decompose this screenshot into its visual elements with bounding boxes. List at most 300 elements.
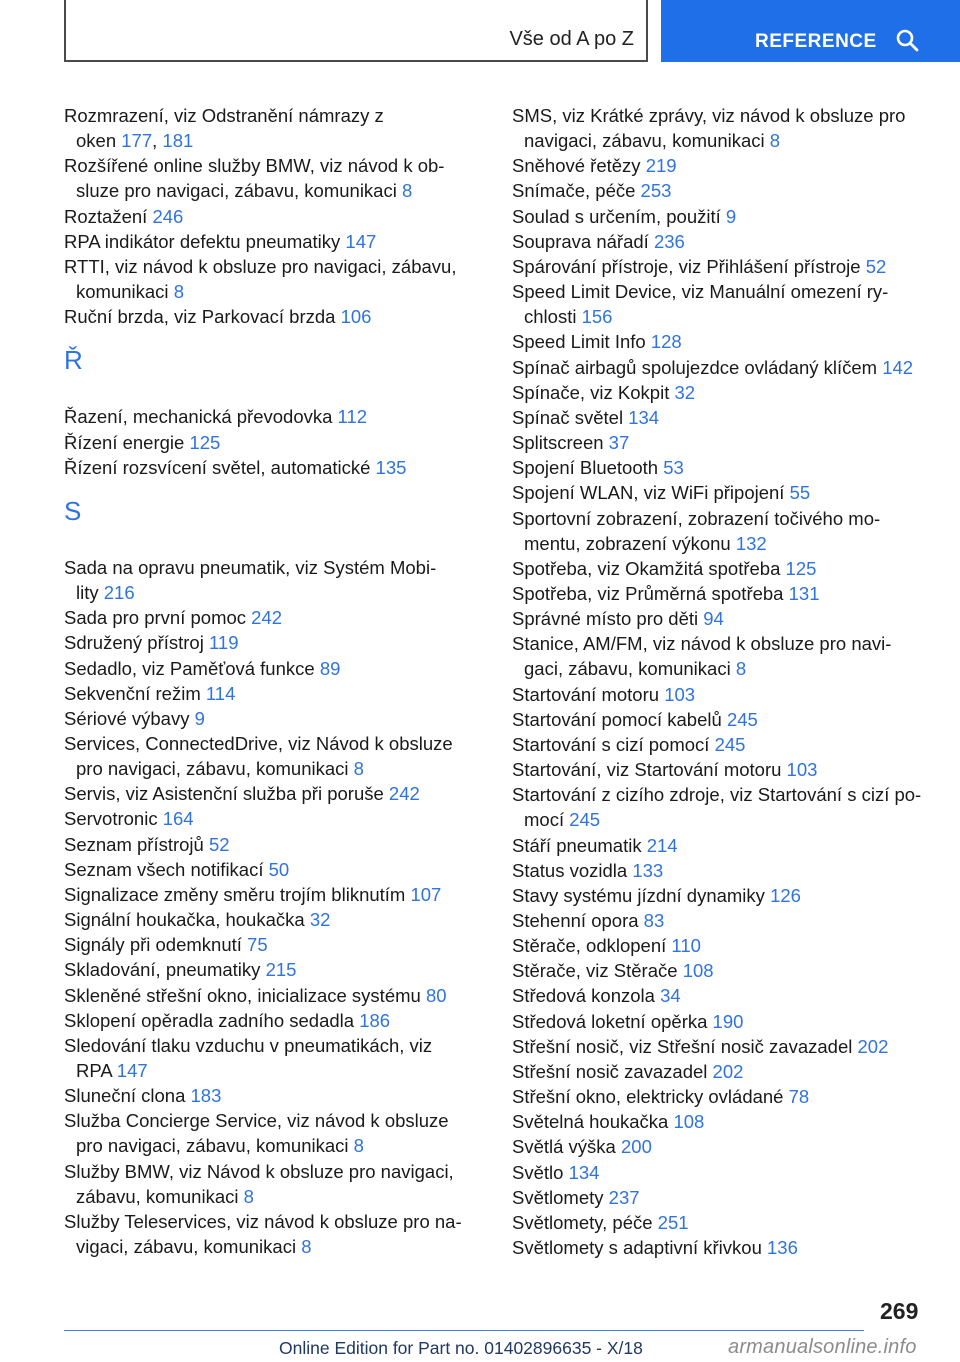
- page-reference-link[interactable]: 147: [116, 1060, 148, 1081]
- index-entry: [64, 204, 474, 229]
- page-reference-link[interactable]: 236: [653, 230, 685, 252]
- index-entry-text: Světlomety: [512, 1186, 604, 1208]
- page-reference-link[interactable]: 8: [769, 130, 781, 152]
- index-entry-text: vigaci, zábavu, komunikaci: [76, 1236, 297, 1258]
- index-entry: [512, 506, 932, 556]
- page-reference-link[interactable]: 125: [785, 557, 817, 579]
- index-entry-text: Ruční brzda, viz Parkovací brzda: [64, 306, 336, 328]
- index-entry: [512, 1034, 932, 1059]
- page-reference-link[interactable]: 110: [671, 935, 701, 957]
- page-reference-link[interactable]: 133: [632, 859, 664, 881]
- header-section-box: [64, 0, 648, 62]
- index-entry-line: [64, 756, 474, 781]
- index-entry-text: Rozšířené online služby BMW, viz návod k ob-: [64, 155, 445, 177]
- index-entry-text: Spotřeba, viz Okamžitá spotřeba: [512, 557, 781, 579]
- index-entry-text: gaci, zábavu, komunikaci: [524, 658, 731, 680]
- page-reference-link[interactable]: 202: [857, 1035, 889, 1057]
- page-reference-link[interactable]: 253: [640, 180, 672, 202]
- index-entry-text: Střešní nosič, viz Střešní nosič zavazadel: [512, 1035, 853, 1057]
- index-entry-text: Status vozidla: [512, 859, 628, 881]
- index-entry-text: Sklopení opěradla zadního sedadla: [64, 1009, 355, 1031]
- index-entry-line: [64, 580, 474, 605]
- reference-tab-label: REFERENCE: [755, 31, 877, 52]
- index-entry: [64, 404, 474, 429]
- index-entry-line: [64, 681, 474, 706]
- index-entry-line: [512, 1059, 932, 1084]
- index-entry-text: Stěrače, odklopení: [512, 935, 667, 957]
- page-reference-link[interactable]: 75: [247, 934, 268, 956]
- index-entry-line: [512, 707, 932, 732]
- index-entry: [512, 204, 932, 229]
- page-reference-link[interactable]: 34: [660, 985, 681, 1007]
- index-column-left: [64, 103, 474, 1259]
- index-entry: [512, 178, 932, 203]
- index-entry-text: Signály při odemknutí: [64, 934, 242, 956]
- page-reference-link[interactable]: 134: [568, 1161, 600, 1183]
- index-entry: [64, 907, 474, 932]
- index-entry: [64, 1008, 474, 1033]
- page-reference-link[interactable]: 242: [388, 783, 420, 805]
- index-entry-text: mentu, zobrazení výkonu: [524, 532, 731, 554]
- page-reference-link[interactable]: 8: [173, 281, 184, 303]
- page-reference-link[interactable]: 53: [663, 457, 684, 479]
- index-entry: [512, 405, 932, 430]
- index-entry: [64, 430, 474, 455]
- page-reference-link[interactable]: 9: [194, 707, 205, 729]
- page-reference-link[interactable]: 245: [714, 733, 746, 755]
- index-entry-line: [512, 254, 932, 279]
- index-entry-line: [64, 1033, 474, 1058]
- page-reference-link[interactable]: 202: [712, 1060, 744, 1082]
- page-reference-link[interactable]: 134: [628, 406, 660, 428]
- page-reference-link[interactable]: 190: [712, 1010, 744, 1032]
- index-entry: [64, 983, 474, 1008]
- page-reference-link[interactable]: 200: [621, 1136, 652, 1158]
- page-reference-link[interactable]: 136: [767, 1237, 798, 1259]
- page-reference-link[interactable]: 156: [581, 306, 613, 328]
- index-entry-line: [64, 254, 474, 279]
- page-reference-link[interactable]: 164: [162, 808, 194, 830]
- index-entry-text: Středová konzola: [512, 985, 655, 1007]
- page-reference-link[interactable]: 8: [301, 1236, 312, 1258]
- page-reference-link[interactable]: 52: [865, 255, 887, 277]
- index-entry: [512, 279, 932, 329]
- page-reference-link[interactable]: 108: [682, 960, 714, 982]
- index-entry-text: Střešní nosič zavazadel: [512, 1060, 708, 1082]
- page-reference-link[interactable]: 215: [265, 959, 297, 981]
- page-reference-link[interactable]: 246: [152, 205, 184, 227]
- page-reference-link[interactable]: 216: [103, 582, 135, 604]
- index-entry-line: [512, 1109, 932, 1134]
- index-entry: [512, 732, 932, 757]
- page-reference-link[interactable]: 119: [208, 632, 239, 654]
- index-entry-line: oken 177, 181: [76, 130, 194, 152]
- index-entry: [64, 781, 474, 806]
- index-entry-text: Startování, viz Startování motoru: [512, 759, 782, 781]
- page-reference-link[interactable]: 132: [735, 532, 767, 554]
- index-entry-text: Roztažení: [64, 205, 148, 227]
- index-entry: [64, 229, 474, 254]
- index-entry: [512, 455, 932, 480]
- index-entry: [64, 882, 474, 907]
- page-reference-link[interactable]: 107: [410, 883, 442, 905]
- index-entry-line: [512, 304, 932, 329]
- index-entry-line: [512, 506, 932, 531]
- index-entry-line: [512, 1034, 932, 1059]
- index-entry-line: [512, 606, 932, 631]
- index-entry-text: Světlomety, péče: [512, 1211, 653, 1233]
- index-entry-line: [512, 732, 932, 757]
- index-entry-text: Snímače, péče: [512, 180, 636, 202]
- page-reference-link[interactable]: 8: [243, 1185, 254, 1207]
- page-reference-link[interactable]: 80: [425, 984, 447, 1006]
- index-entry-line: [512, 933, 932, 958]
- index-entry-text: Světelná houkačka: [512, 1111, 669, 1133]
- index-entry-text: Světlomety s adaptivní křivkou: [512, 1237, 762, 1259]
- index-entry-text: Řízení rozsvícení světel, automatické: [64, 456, 371, 478]
- page-reference-link[interactable]: 8: [735, 658, 747, 680]
- index-entry-text: Soulad s určením, použití: [512, 205, 721, 227]
- index-entry: [64, 630, 474, 655]
- index-entry: [512, 1009, 932, 1034]
- section-title: Vše od A po Z: [509, 28, 634, 50]
- index-entry-text: Rozmrazení, viz Odstranění námrazy z: [64, 105, 384, 126]
- index-entry-line: [512, 807, 932, 832]
- index-entry-text: Splitscreen: [512, 432, 604, 454]
- index-entry-line: [512, 279, 932, 304]
- index-entry-text: Sada pro první pomoc: [64, 607, 247, 629]
- index-entry-text: Světlá výška: [512, 1136, 616, 1158]
- page-reference-link[interactable]: 245: [569, 809, 601, 831]
- index-entry: [64, 706, 474, 731]
- page-reference-link[interactable]: 103: [786, 759, 818, 781]
- index-entry: [512, 1134, 932, 1159]
- index-entry-line: [64, 229, 474, 254]
- index-entry-text: RPA: [76, 1060, 112, 1081]
- page-reference-link[interactable]: 52: [208, 833, 230, 855]
- index-entry-text: Startování s cizí pomocí: [512, 733, 710, 755]
- index-entry-text: Spínač světel: [512, 406, 624, 428]
- page-reference-link[interactable]: 8: [353, 1135, 364, 1157]
- page-reference-link[interactable]: 125: [189, 431, 221, 453]
- index-entry-text: Spárování přístroje, viz Přihlášení přístroje: [512, 255, 861, 277]
- index-entry-line: [64, 1008, 474, 1033]
- page-reference-link[interactable]: 128: [650, 331, 682, 353]
- index-entry: [64, 656, 474, 681]
- index-entry-text: sluze pro navigaci, zábavu, komunikaci: [76, 180, 397, 202]
- index-entry-line: [64, 279, 474, 304]
- index-entry-line: [512, 782, 932, 807]
- index-entry: [512, 1185, 932, 1210]
- index-entry-line: [64, 153, 474, 178]
- index-entry-line: [64, 404, 474, 429]
- index-entry-line: [512, 430, 932, 455]
- index-entry-line: [512, 204, 932, 229]
- index-entry-line: [512, 883, 932, 908]
- index-entry: [512, 908, 932, 933]
- index-entry-text: Servis, viz Asistenční služba při poruše: [64, 783, 384, 805]
- index-entry-text: Služby Teleservices, viz návod k obsluze pro na-: [64, 1210, 462, 1232]
- index-entry-text: Spínač airbagů spolujezdce ovládaný klíčem: [512, 356, 878, 378]
- page-reference-link[interactable]: 83: [643, 910, 665, 931]
- index-entry-line: [512, 656, 932, 681]
- index-entry-line: [64, 832, 474, 857]
- index-entry-text: Sdružený přístroj: [64, 632, 204, 654]
- index-entry-line: [64, 706, 474, 731]
- index-entry-text: Řazení, mechanická převodovka: [64, 406, 333, 428]
- index-entry-line: [512, 128, 932, 153]
- index-entry-line: [512, 556, 932, 581]
- page-reference-link[interactable]: 106: [340, 306, 372, 328]
- index-entry-text: Stáří pneumatik: [512, 834, 642, 856]
- index-letter-heading: S: [64, 495, 82, 526]
- page-reference-link[interactable]: 251: [657, 1211, 689, 1233]
- index-entry-line: [512, 355, 932, 380]
- page-reference-link[interactable]: 50: [268, 858, 290, 880]
- index-entry: [64, 1033, 474, 1083]
- index-entry-text: Sněhové řetězy: [512, 155, 641, 177]
- index-entry: [512, 883, 932, 908]
- index-entry-text: mocí: [524, 809, 565, 831]
- index-entry: [64, 555, 474, 605]
- index-entry-text: RTTI, viz návod k obsluze pro navigaci, zábavu,: [64, 255, 457, 277]
- index-entry: [512, 581, 932, 606]
- page-reference-link[interactable]: 94: [703, 608, 724, 630]
- index-entry-line: [64, 1083, 474, 1108]
- index-entry-line: [512, 1134, 932, 1159]
- index-entry-line: [64, 630, 474, 655]
- index-entry-line: [512, 757, 932, 782]
- index-entry-text: Řízení energie: [64, 431, 185, 453]
- page-reference-link[interactable]: 89: [319, 657, 341, 679]
- index-entry-line: [512, 455, 932, 480]
- page-reference-link[interactable]: 237: [608, 1186, 640, 1208]
- index-entry-text: Skladování, pneumatiky: [64, 959, 261, 981]
- index-entry-text: Sériové výbavy: [64, 707, 190, 729]
- page-reference-link[interactable]: 181: [162, 130, 194, 152]
- index-entry-line: [512, 1210, 932, 1235]
- index-entry-text: Sluneční clona: [64, 1085, 186, 1107]
- index-entry-text: pro navigaci, zábavu, komunikaci: [76, 1135, 349, 1157]
- index-entry-text: Startování z cizího zdroje, viz Startování s cizí po-: [512, 784, 922, 806]
- index-entry: [64, 254, 474, 304]
- index-entry-line: [512, 178, 932, 203]
- index-entry: [512, 833, 932, 858]
- index-entry-text: SMS, viz Krátké zprávy, viz návod k obsluze pro: [512, 105, 906, 126]
- index-entry: [512, 380, 932, 405]
- index-entry: [512, 1109, 932, 1134]
- index-entry-line: [64, 932, 474, 957]
- index-entry: [64, 1108, 474, 1158]
- footer-divider: [64, 1330, 864, 1331]
- index-entry: [64, 153, 474, 203]
- page-reference-link[interactable]: 108: [673, 1111, 705, 1133]
- index-entry-line: [64, 455, 474, 480]
- page-reference-link[interactable]: 8: [401, 180, 413, 202]
- index-entry-text: Správné místo pro děti: [512, 608, 699, 630]
- index-entry-text: zábavu, komunikaci: [76, 1185, 239, 1207]
- index-entry-text: oken: [76, 130, 117, 152]
- index-entry-line: [64, 1209, 474, 1234]
- index-entry-line: [64, 781, 474, 806]
- index-entry-line: [512, 858, 932, 883]
- index-entry-text: Sada na opravu pneumatik, viz Systém Mobi-: [64, 556, 437, 578]
- index-letter-heading: Ř: [64, 345, 83, 376]
- index-entry: [512, 556, 932, 581]
- index-entry-text: Světlo: [512, 1161, 564, 1183]
- page-reference-link[interactable]: 147: [345, 230, 377, 252]
- index-entry-text: Skleněné střešní okno, inicializace systému: [64, 984, 421, 1006]
- index-entry-text: Signální houkačka, houkačka: [64, 909, 305, 931]
- index-entry-text: Středová loketní opěrka: [512, 1010, 708, 1032]
- index-entry: [512, 631, 932, 681]
- page-reference-link[interactable]: 37: [608, 432, 630, 454]
- index-entry: [64, 957, 474, 982]
- index-entry-text: Spojení WLAN, viz WiFi připojení: [512, 482, 785, 504]
- index-entry-line: [512, 1009, 932, 1034]
- page-reference-link[interactable]: 103: [664, 683, 696, 705]
- page-reference-link[interactable]: 78: [788, 1086, 810, 1108]
- index-entry: [512, 983, 932, 1008]
- index-entry-line: [64, 983, 474, 1008]
- index-entry-text: pro navigaci, zábavu, komunikaci: [76, 758, 349, 780]
- page-number: 269: [880, 1298, 919, 1324]
- index-entry: [64, 731, 474, 781]
- index-entry-text: Spojení Bluetooth: [512, 457, 659, 479]
- index-entry-line: [64, 907, 474, 932]
- index-entry-text: Sportovní zobrazení, zobrazení točivého mo-: [512, 507, 881, 529]
- index-entry-line: [64, 1133, 474, 1158]
- index-entry-line: [512, 983, 932, 1008]
- index-entry: [512, 606, 932, 631]
- index-entry-line: [512, 153, 932, 178]
- page-reference-link[interactable]: 142: [882, 356, 914, 378]
- reference-tab[interactable]: [661, 0, 960, 62]
- index-entry: [512, 858, 932, 883]
- index-entry-text: Startování motoru: [512, 683, 660, 705]
- page-reference-link[interactable]: 131: [788, 582, 820, 604]
- page-reference-link[interactable]: 183: [190, 1085, 222, 1107]
- index-entry: [64, 681, 474, 706]
- index-entry-line: [512, 631, 932, 656]
- page-reference-link[interactable]: 126: [770, 884, 801, 906]
- index-entry: [64, 1159, 474, 1209]
- page-reference-link[interactable]: 8: [353, 758, 364, 780]
- index-entry-line: [64, 957, 474, 982]
- index-entry-line: [64, 103, 474, 128]
- index-entry-text: Sledování tlaku vzduchu v pneumatikách, viz: [64, 1034, 433, 1056]
- index-entry: [64, 832, 474, 857]
- index-entry-line: [512, 380, 932, 405]
- index-entry-text: Služba Concierge Service, viz návod k obsluze: [64, 1110, 449, 1132]
- index-entry: [512, 254, 932, 279]
- index-entry: [512, 355, 932, 380]
- index-entry-line: [64, 1234, 474, 1259]
- index-entry: [512, 958, 932, 983]
- index-entry-text: Souprava nářadí: [512, 230, 649, 252]
- index-entry-line: [512, 1084, 932, 1109]
- index-entry: [64, 1209, 474, 1259]
- index-entry-line: [64, 1108, 474, 1133]
- index-entry-line: [64, 1184, 474, 1209]
- index-entry-text: Signalizace změny směru trojím bliknutím: [64, 883, 406, 905]
- index-entry: [512, 682, 932, 707]
- index-entry-line: [64, 1058, 474, 1083]
- index-entry-text: Startování pomocí kabelů: [512, 708, 722, 730]
- page-reference-link[interactable]: 32: [309, 909, 331, 931]
- index-entry-line: [512, 1235, 932, 1260]
- index-entry-text: Speed Limit Device, viz Manuální omezení ry-: [512, 281, 889, 303]
- page-reference-link[interactable]: 114: [205, 682, 236, 704]
- index-entry-text: Stavy systému jízdní dynamiky: [512, 884, 765, 906]
- index-entry: [512, 782, 932, 832]
- index-entry-text: Stěrače, viz Stěrače: [512, 960, 678, 982]
- index-entry-text: Sekvenční režim: [64, 682, 201, 704]
- index-entry: [512, 1235, 932, 1260]
- index-entry-text: chlosti: [524, 306, 577, 328]
- watermark: armanualsonline.info: [728, 1336, 917, 1358]
- search-icon[interactable]: [895, 28, 919, 52]
- index-entry-line: [64, 1159, 474, 1184]
- index-entry: [512, 430, 932, 455]
- index-entry-line: [64, 430, 474, 455]
- index-entry: [64, 455, 474, 480]
- index-entry: [512, 757, 932, 782]
- index-entry-line: [64, 656, 474, 681]
- index-entry-text: Služby BMW, viz Návod k obsluze pro navigaci,: [64, 1160, 454, 1182]
- index-entry: [512, 707, 932, 732]
- page-reference-link[interactable]: 214: [646, 834, 678, 856]
- index-entry: [64, 103, 474, 153]
- index-entry: [512, 1160, 932, 1185]
- index-entry-line: [64, 204, 474, 229]
- page-reference-link[interactable]: 242: [251, 607, 283, 629]
- page-reference-link[interactable]: 32: [674, 381, 696, 403]
- index-entry-line: [512, 480, 932, 505]
- page-reference-link[interactable]: 186: [359, 1009, 391, 1031]
- page-reference-link[interactable]: 219: [645, 155, 677, 177]
- index-entry-text: Seznam přístrojů: [64, 833, 204, 855]
- page-reference-link[interactable]: 112: [337, 406, 368, 428]
- index-entry-text: Seznam všech notifikací: [64, 858, 264, 880]
- index-entry: [512, 480, 932, 505]
- page-reference-link[interactable]: 177: [121, 130, 153, 152]
- index-entry-line: [512, 531, 932, 556]
- index-entry-line: [64, 882, 474, 907]
- index-entry-text: Spínače, viz Kokpit: [512, 381, 670, 403]
- index-entry: [512, 1084, 932, 1109]
- index-entry-text: Spotřeba, viz Průměrná spotřeba: [512, 582, 784, 604]
- index-entry-line: [64, 806, 474, 831]
- index-entry-line: [512, 833, 932, 858]
- index-entry-text: Servotronic: [64, 808, 158, 830]
- index-entry-text: Stehenní opora: [512, 910, 639, 931]
- index-entry: [64, 806, 474, 831]
- page-reference-link[interactable]: 135: [375, 456, 407, 478]
- index-entry-line: [512, 103, 932, 128]
- index-entry-text: Střešní okno, elektricky ovládané: [512, 1086, 784, 1108]
- index-entry-line: [64, 304, 474, 329]
- index-entry: [512, 1059, 932, 1084]
- index-entry-line: [64, 605, 474, 630]
- index-entry-line: [512, 1160, 932, 1185]
- page-reference-link[interactable]: 9: [725, 205, 737, 227]
- page-reference-link[interactable]: 55: [789, 482, 811, 504]
- index-entry: [64, 304, 474, 329]
- page-reference-link[interactable]: 245: [726, 708, 758, 730]
- index-entry-text: Sedadlo, viz Paměťová funkce: [64, 657, 315, 679]
- index-entry: [512, 229, 932, 254]
